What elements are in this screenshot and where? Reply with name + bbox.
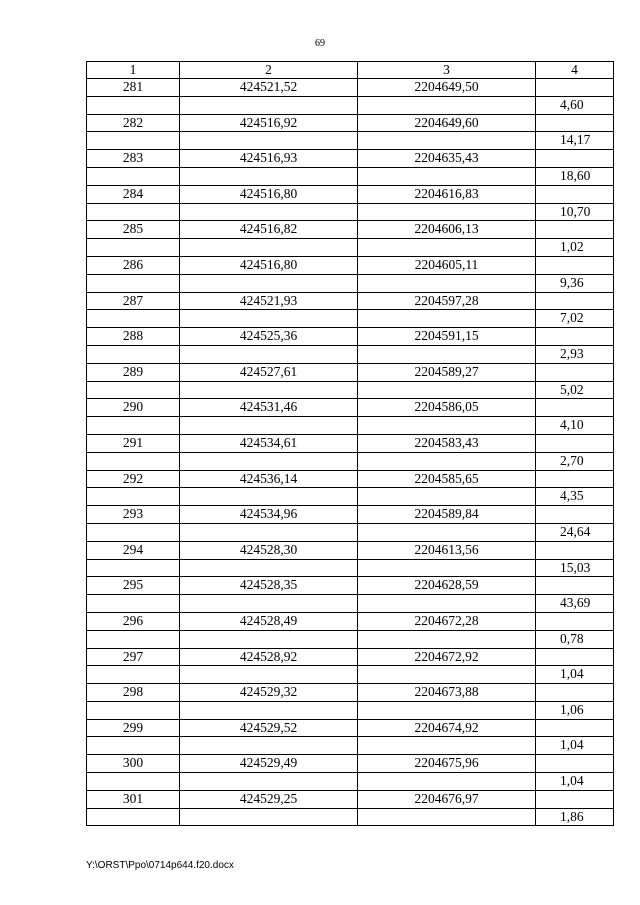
empty-cell bbox=[87, 737, 180, 755]
empty-cell bbox=[87, 345, 180, 363]
point-number-cell: 298 bbox=[87, 684, 180, 702]
x-coordinate-cell: 424531,46 bbox=[180, 399, 358, 417]
distance-row bbox=[87, 274, 614, 292]
empty-cell bbox=[358, 203, 536, 221]
point-number-cell: 287 bbox=[87, 292, 180, 310]
empty-cell bbox=[358, 96, 536, 114]
y-coordinate-cell: 2204649,50 bbox=[358, 79, 536, 97]
y-coordinate-cell: 2204606,13 bbox=[358, 221, 536, 239]
distance-cell: 1,04 bbox=[536, 666, 614, 684]
y-coordinate-cell: 2204613,56 bbox=[358, 541, 536, 559]
point-number-cell: 291 bbox=[87, 434, 180, 452]
distance-row bbox=[87, 310, 614, 328]
point-number-cell: 297 bbox=[87, 648, 180, 666]
distance-cell: 24,64 bbox=[536, 523, 614, 541]
distance-row bbox=[87, 773, 614, 791]
point-number-cell: 282 bbox=[87, 114, 180, 132]
point-number-cell: 293 bbox=[87, 506, 180, 524]
point-row bbox=[87, 506, 614, 524]
point-number-cell: 281 bbox=[87, 79, 180, 97]
distance-cell: 43,69 bbox=[536, 595, 614, 613]
empty-cell bbox=[87, 417, 180, 435]
empty-cell bbox=[536, 790, 614, 808]
x-coordinate-cell: 424516,92 bbox=[180, 114, 358, 132]
empty-cell bbox=[536, 114, 614, 132]
point-row bbox=[87, 363, 614, 381]
empty-cell bbox=[180, 808, 358, 826]
y-coordinate-cell: 2204649,60 bbox=[358, 114, 536, 132]
x-coordinate-cell: 424527,61 bbox=[180, 363, 358, 381]
empty-cell bbox=[180, 773, 358, 791]
distance-row bbox=[87, 595, 614, 613]
empty-cell bbox=[358, 701, 536, 719]
point-row bbox=[87, 114, 614, 132]
distance-row bbox=[87, 523, 614, 541]
empty-cell bbox=[536, 221, 614, 239]
empty-cell bbox=[180, 345, 358, 363]
y-coordinate-cell: 2204676,97 bbox=[358, 790, 536, 808]
y-coordinate-cell: 2204673,88 bbox=[358, 684, 536, 702]
empty-cell bbox=[180, 132, 358, 150]
empty-cell bbox=[358, 132, 536, 150]
point-row bbox=[87, 328, 614, 346]
empty-cell bbox=[87, 132, 180, 150]
empty-cell bbox=[358, 239, 536, 257]
x-coordinate-cell: 424529,49 bbox=[180, 755, 358, 773]
x-coordinate-cell: 424534,61 bbox=[180, 434, 358, 452]
empty-cell bbox=[180, 381, 358, 399]
empty-cell bbox=[536, 755, 614, 773]
distance-cell: 9,36 bbox=[536, 274, 614, 292]
distance-row bbox=[87, 345, 614, 363]
empty-cell bbox=[358, 559, 536, 577]
x-coordinate-cell: 424516,93 bbox=[180, 150, 358, 168]
empty-cell bbox=[358, 274, 536, 292]
empty-cell bbox=[180, 701, 358, 719]
empty-cell bbox=[358, 773, 536, 791]
point-row bbox=[87, 577, 614, 595]
point-row bbox=[87, 79, 614, 97]
distance-cell: 10,70 bbox=[536, 203, 614, 221]
empty-cell bbox=[180, 96, 358, 114]
y-coordinate-cell: 2204585,65 bbox=[358, 470, 536, 488]
x-coordinate-cell: 424534,96 bbox=[180, 506, 358, 524]
empty-cell bbox=[87, 452, 180, 470]
distance-row bbox=[87, 666, 614, 684]
point-number-cell: 292 bbox=[87, 470, 180, 488]
empty-cell bbox=[536, 328, 614, 346]
x-coordinate-cell: 424529,32 bbox=[180, 684, 358, 702]
y-coordinate-cell: 2204635,43 bbox=[358, 150, 536, 168]
point-row bbox=[87, 648, 614, 666]
empty-cell bbox=[536, 470, 614, 488]
empty-cell bbox=[87, 310, 180, 328]
empty-cell bbox=[536, 150, 614, 168]
point-row bbox=[87, 221, 614, 239]
empty-cell bbox=[87, 239, 180, 257]
distance-row bbox=[87, 808, 614, 826]
distance-cell: 4,35 bbox=[536, 488, 614, 506]
y-coordinate-cell: 2204675,96 bbox=[358, 755, 536, 773]
header-cell-1: 1 bbox=[87, 62, 180, 79]
x-coordinate-cell: 424516,80 bbox=[180, 256, 358, 274]
point-row bbox=[87, 684, 614, 702]
y-coordinate-cell: 2204589,84 bbox=[358, 506, 536, 524]
point-row bbox=[87, 541, 614, 559]
empty-cell bbox=[180, 452, 358, 470]
point-row bbox=[87, 185, 614, 203]
empty-cell bbox=[87, 488, 180, 506]
x-coordinate-cell: 424516,82 bbox=[180, 221, 358, 239]
distance-cell: 18,60 bbox=[536, 167, 614, 185]
point-row bbox=[87, 790, 614, 808]
empty-cell bbox=[536, 256, 614, 274]
y-coordinate-cell: 2204616,83 bbox=[358, 185, 536, 203]
distance-row bbox=[87, 488, 614, 506]
empty-cell bbox=[536, 612, 614, 630]
empty-cell bbox=[536, 185, 614, 203]
empty-cell bbox=[358, 595, 536, 613]
point-row bbox=[87, 150, 614, 168]
distance-cell: 1,04 bbox=[536, 737, 614, 755]
empty-cell bbox=[536, 399, 614, 417]
table-header-row bbox=[87, 62, 614, 79]
empty-cell bbox=[87, 559, 180, 577]
point-number-cell: 286 bbox=[87, 256, 180, 274]
point-number-cell: 283 bbox=[87, 150, 180, 168]
empty-cell bbox=[536, 541, 614, 559]
distance-cell: 4,60 bbox=[536, 96, 614, 114]
empty-cell bbox=[536, 292, 614, 310]
empty-cell bbox=[358, 167, 536, 185]
x-coordinate-cell: 424528,92 bbox=[180, 648, 358, 666]
empty-cell bbox=[180, 167, 358, 185]
x-coordinate-cell: 424521,93 bbox=[180, 292, 358, 310]
point-number-cell: 290 bbox=[87, 399, 180, 417]
empty-cell bbox=[180, 595, 358, 613]
distance-row bbox=[87, 381, 614, 399]
empty-cell bbox=[87, 274, 180, 292]
empty-cell bbox=[87, 773, 180, 791]
empty-cell bbox=[87, 96, 180, 114]
empty-cell bbox=[536, 684, 614, 702]
point-number-cell: 296 bbox=[87, 612, 180, 630]
distance-cell: 14,17 bbox=[536, 132, 614, 150]
point-row bbox=[87, 470, 614, 488]
distance-row bbox=[87, 452, 614, 470]
distance-row bbox=[87, 701, 614, 719]
empty-cell bbox=[358, 417, 536, 435]
y-coordinate-cell: 2204605,11 bbox=[358, 256, 536, 274]
point-row bbox=[87, 434, 614, 452]
x-coordinate-cell: 424528,35 bbox=[180, 577, 358, 595]
point-row bbox=[87, 256, 614, 274]
empty-cell bbox=[180, 523, 358, 541]
empty-cell bbox=[358, 737, 536, 755]
empty-cell bbox=[358, 808, 536, 826]
empty-cell bbox=[358, 630, 536, 648]
empty-cell bbox=[87, 523, 180, 541]
y-coordinate-cell: 2204674,92 bbox=[358, 719, 536, 737]
distance-cell: 15,03 bbox=[536, 559, 614, 577]
distance-cell: 1,86 bbox=[536, 808, 614, 826]
empty-cell bbox=[536, 363, 614, 381]
point-number-cell: 299 bbox=[87, 719, 180, 737]
distance-cell: 2,93 bbox=[536, 345, 614, 363]
file-path-footer: Y:\ORST\Ppo\0714p644.f20.docx bbox=[86, 860, 234, 871]
distance-row bbox=[87, 167, 614, 185]
empty-cell bbox=[358, 666, 536, 684]
empty-cell bbox=[536, 506, 614, 524]
distance-row bbox=[87, 96, 614, 114]
empty-cell bbox=[536, 434, 614, 452]
empty-cell bbox=[536, 577, 614, 595]
distance-row bbox=[87, 737, 614, 755]
point-number-cell: 295 bbox=[87, 577, 180, 595]
empty-cell bbox=[180, 666, 358, 684]
point-number-cell: 288 bbox=[87, 328, 180, 346]
coordinates-table-body bbox=[87, 62, 614, 826]
point-number-cell: 285 bbox=[87, 221, 180, 239]
empty-cell bbox=[87, 381, 180, 399]
empty-cell bbox=[180, 274, 358, 292]
empty-cell bbox=[87, 203, 180, 221]
empty-cell bbox=[180, 417, 358, 435]
empty-cell bbox=[87, 808, 180, 826]
empty-cell bbox=[536, 719, 614, 737]
y-coordinate-cell: 2204672,28 bbox=[358, 612, 536, 630]
y-coordinate-cell: 2204591,15 bbox=[358, 328, 536, 346]
distance-cell: 0,78 bbox=[536, 630, 614, 648]
empty-cell bbox=[358, 345, 536, 363]
distance-row bbox=[87, 417, 614, 435]
x-coordinate-cell: 424516,80 bbox=[180, 185, 358, 203]
coordinates-table bbox=[86, 61, 614, 826]
point-number-cell: 289 bbox=[87, 363, 180, 381]
empty-cell bbox=[358, 381, 536, 399]
empty-cell bbox=[180, 310, 358, 328]
empty-cell bbox=[536, 79, 614, 97]
empty-cell bbox=[358, 488, 536, 506]
header-cell-3: 3 bbox=[358, 62, 536, 79]
x-coordinate-cell: 424525,36 bbox=[180, 328, 358, 346]
point-row bbox=[87, 612, 614, 630]
distance-row bbox=[87, 559, 614, 577]
empty-cell bbox=[87, 595, 180, 613]
header-cell-2: 2 bbox=[180, 62, 358, 79]
x-coordinate-cell: 424528,30 bbox=[180, 541, 358, 559]
empty-cell bbox=[87, 167, 180, 185]
point-number-cell: 301 bbox=[87, 790, 180, 808]
y-coordinate-cell: 2204589,27 bbox=[358, 363, 536, 381]
empty-cell bbox=[358, 452, 536, 470]
distance-cell: 1,06 bbox=[536, 701, 614, 719]
distance-row bbox=[87, 239, 614, 257]
x-coordinate-cell: 424528,49 bbox=[180, 612, 358, 630]
empty-cell bbox=[536, 648, 614, 666]
x-coordinate-cell: 424529,25 bbox=[180, 790, 358, 808]
empty-cell bbox=[358, 310, 536, 328]
point-row bbox=[87, 755, 614, 773]
point-row bbox=[87, 292, 614, 310]
distance-row bbox=[87, 630, 614, 648]
x-coordinate-cell: 424536,14 bbox=[180, 470, 358, 488]
empty-cell bbox=[180, 239, 358, 257]
distance-cell: 2,70 bbox=[536, 452, 614, 470]
point-row bbox=[87, 719, 614, 737]
y-coordinate-cell: 2204583,43 bbox=[358, 434, 536, 452]
empty-cell bbox=[87, 630, 180, 648]
distance-row bbox=[87, 203, 614, 221]
distance-row bbox=[87, 132, 614, 150]
empty-cell bbox=[180, 630, 358, 648]
point-number-cell: 300 bbox=[87, 755, 180, 773]
distance-cell: 1,02 bbox=[536, 239, 614, 257]
empty-cell bbox=[180, 203, 358, 221]
page-number: 69 bbox=[315, 38, 325, 49]
point-number-cell: 294 bbox=[87, 541, 180, 559]
point-number-cell: 284 bbox=[87, 185, 180, 203]
y-coordinate-cell: 2204628,59 bbox=[358, 577, 536, 595]
empty-cell bbox=[180, 559, 358, 577]
point-row bbox=[87, 399, 614, 417]
distance-cell: 1,04 bbox=[536, 773, 614, 791]
y-coordinate-cell: 2204586,05 bbox=[358, 399, 536, 417]
empty-cell bbox=[180, 488, 358, 506]
empty-cell bbox=[180, 737, 358, 755]
empty-cell bbox=[87, 701, 180, 719]
y-coordinate-cell: 2204672,92 bbox=[358, 648, 536, 666]
empty-cell bbox=[87, 666, 180, 684]
x-coordinate-cell: 424529,52 bbox=[180, 719, 358, 737]
header-cell-4: 4 bbox=[536, 62, 614, 79]
distance-cell: 4,10 bbox=[536, 417, 614, 435]
y-coordinate-cell: 2204597,28 bbox=[358, 292, 536, 310]
distance-cell: 7,02 bbox=[536, 310, 614, 328]
empty-cell bbox=[358, 523, 536, 541]
x-coordinate-cell: 424521,52 bbox=[180, 79, 358, 97]
distance-cell: 5,02 bbox=[536, 381, 614, 399]
